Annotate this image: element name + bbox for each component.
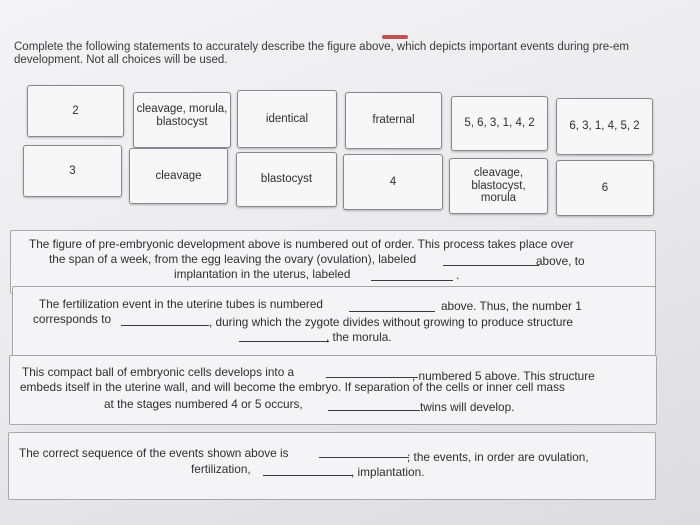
- statement-text: corresponds to: [33, 312, 112, 326]
- statement-text: , during which the zygote divides without growing to produce structure: [209, 315, 573, 329]
- choice-chip[interactable]: cleavage: [129, 148, 228, 204]
- choice-chip[interactable]: cleavage, morula, blastocyst: [133, 92, 231, 148]
- answer-blank[interactable]: [349, 310, 435, 312]
- choice-chip[interactable]: fraternal: [345, 92, 442, 149]
- statement-text: , numbered 5 above. This structure: [412, 369, 595, 383]
- answer-blank[interactable]: [443, 264, 539, 266]
- statement-text: , implantation.: [351, 465, 425, 479]
- answer-blank[interactable]: [121, 324, 209, 326]
- statement-text: The fertilization event in the uterine tubes is numbered: [39, 297, 323, 311]
- statement-text: embeds itself in the uterine wall, and will become the embryo. If separation of the cells or inner cell mass: [20, 380, 565, 394]
- choice-chip[interactable]: cleavage, blastocyst, morula: [449, 158, 548, 214]
- choice-chip[interactable]: 2: [27, 85, 124, 137]
- statement-text: above, to: [536, 254, 585, 268]
- statement-text: .: [456, 268, 460, 282]
- statement-text: twins will develop.: [420, 400, 515, 414]
- statement-text: The correct sequence of the events shown above is: [19, 446, 289, 460]
- statement-text: , the morula.: [326, 330, 392, 344]
- instructions-text: Complete the following statements to accurately describe the figure above, which depicts important events during pre-em development. Not all choices will be used.: [14, 41, 629, 66]
- answer-blank[interactable]: [326, 376, 418, 378]
- choice-chip[interactable]: blastocyst: [236, 152, 337, 207]
- statement-text: the span of a week, from the egg leaving the ovary (ovulation), labeled: [49, 252, 417, 266]
- statement-3: [9, 355, 657, 425]
- statement-text: ; the events, in order are ovulation,: [407, 450, 589, 464]
- choice-chip[interactable]: 6: [556, 160, 654, 216]
- statement-text: above. Thus, the number 1: [441, 299, 582, 313]
- choice-chip[interactable]: 3: [23, 145, 122, 197]
- statement-text: The figure of pre-embryonic development above is numbered out of order. This process takes place over: [29, 237, 574, 251]
- choice-chip[interactable]: identical: [237, 90, 337, 148]
- answer-blank[interactable]: [239, 340, 329, 342]
- statement-1: [10, 230, 656, 294]
- statement-text: This compact ball of embryonic cells develops into a: [22, 365, 295, 379]
- statement-4: [8, 432, 656, 500]
- statement-2: [12, 286, 656, 362]
- choice-chip[interactable]: 6, 3, 1, 4, 5, 2: [556, 98, 653, 155]
- choice-chip[interactable]: 4: [343, 154, 443, 210]
- statement-text: implantation in the uterus, labeled: [174, 267, 351, 281]
- answer-blank[interactable]: [319, 456, 409, 458]
- answer-blank[interactable]: [328, 409, 420, 411]
- statement-text: fertilization,: [191, 462, 251, 476]
- answer-blank[interactable]: [263, 474, 353, 476]
- answer-blank[interactable]: [371, 279, 453, 281]
- header-accent-mark: [382, 35, 408, 39]
- choice-chip[interactable]: 5, 6, 3, 1, 4, 2: [451, 96, 548, 151]
- statement-text: at the stages numbered 4 or 5 occurs,: [104, 397, 303, 411]
